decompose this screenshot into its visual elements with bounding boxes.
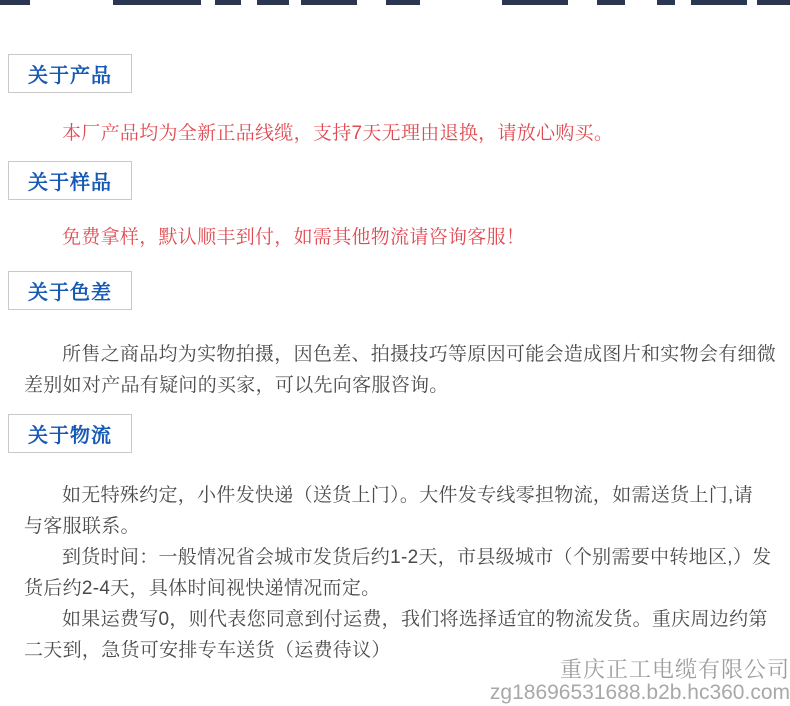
paragraph-line: 所售之商品均为实物拍摄，因色差、拍摄技巧等原因可能会造成图片和实物会有细微	[62, 344, 777, 365]
section-title-product: 关于产品	[28, 65, 112, 87]
paragraph-line: 与客服联系。	[24, 516, 140, 537]
section-title-logistics: 关于物流	[28, 425, 112, 447]
seller-company-name: 重庆正工电缆有限公司	[559, 657, 790, 682]
paragraph-line: 二天到，急货可安排专车送货（运费待议）	[24, 640, 391, 661]
cropped-text-fragment	[386, 0, 420, 5]
logistics-paragraph-2	[0, 542, 790, 604]
cropped-text-fragment	[691, 0, 747, 5]
cropped-text-fragment	[215, 0, 241, 5]
paragraph-line: 如果运费写0，则代表您同意到付运费，我们将选择适宜的物流发货。重庆周边约第	[62, 609, 768, 630]
paragraph-line: 如无特殊约定，小件发快递（送货上门）。大件发专线零担物流，如需送货上门,请	[62, 485, 753, 506]
cropped-text-fragment	[0, 0, 30, 5]
cropped-text-fragment	[257, 0, 289, 5]
cropped-text-fragment	[597, 0, 625, 5]
cropped-text-fragment	[301, 0, 357, 5]
seller-shop-url: zg18696531688.b2b.hc360.com	[489, 681, 790, 704]
section-title-box-logistics	[8, 414, 132, 453]
paragraph-line: 差别如对产品有疑问的买家，可以先向客服咨询。	[24, 375, 449, 396]
paragraph-line: 货后约2-4天，具体时间视快递情况而定。	[24, 578, 381, 599]
cropped-text-fragment	[113, 0, 201, 5]
color-difference-paragraph	[0, 339, 790, 401]
cropped-text-fragment	[757, 0, 790, 5]
section-title-box-product	[8, 54, 132, 93]
cropped-text-fragment	[502, 0, 568, 5]
sample-notice-line: 免费拿样，默认顺丰到付，如需其他物流请咨询客服！	[62, 227, 526, 248]
product-notice-line: 本厂产品均为全新正品线缆，支持7天无理由退换，请放心购买。	[62, 123, 614, 144]
section-title-box-color-difference	[8, 271, 132, 310]
section-title-sample: 关于样品	[28, 172, 112, 194]
paragraph-line: 到货时间：一般情况省会城市发货后约1-2天，市县级城市（个别需要中转地区,）发	[62, 547, 772, 568]
section-title-color-difference: 关于色差	[28, 282, 112, 304]
logistics-paragraph-1	[0, 480, 790, 542]
section-title-box-sample	[8, 161, 132, 200]
cropped-text-fragment	[657, 0, 675, 5]
info-sections	[0, 6, 790, 666]
seller-watermark	[490, 658, 790, 704]
